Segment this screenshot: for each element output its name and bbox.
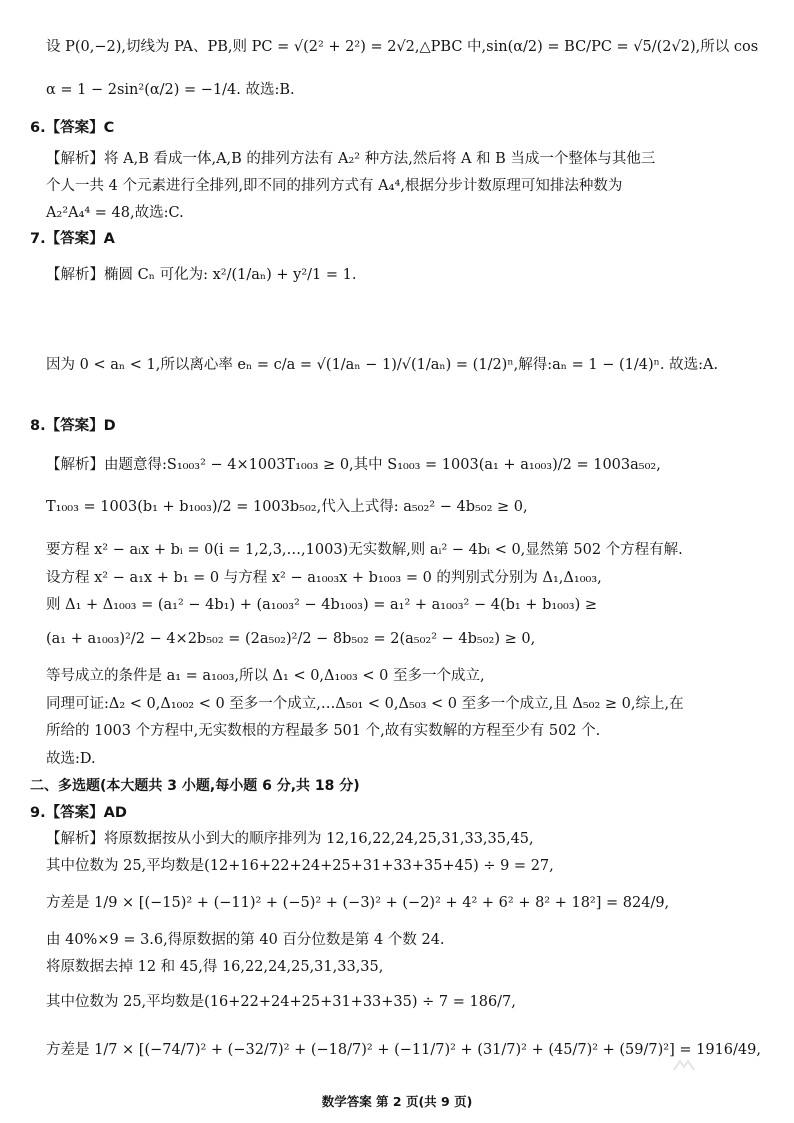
answer-heading: 6.【答案】C (30, 120, 115, 136)
text-line: 由 40%×9 = 3.6,得原数据的第 40 百分位数是第 4 个数 24. (46, 932, 445, 948)
answer-heading: 8.【答案】D (30, 418, 116, 434)
text-line: 则 Δ₁ + Δ₁₀₀₃ = (a₁² − 4b₁) + (a₁₀₀₃² − 4b₁₀₀₃) = a₁² + a₁₀₀₃² − 4(b₁ + b₁₀₀₃) ≥ (46, 597, 598, 613)
text-line: 要方程 x² − aᵢx + bᵢ = 0(i = 1,2,3,…,1003)无实数解,则 aᵢ² − 4bᵢ < 0,显然第 502 个方程有解. (46, 542, 683, 558)
text-line: 其中位数为 25,平均数是(16+22+24+25+31+33+35) ÷ 7 = 186/7, (46, 994, 516, 1010)
text-line: 【解析】将原数据按从小到大的顺序排列为 12,16,22,24,25,31,33,35,45, (46, 831, 534, 847)
text-line: 【解析】椭圆 Cₙ 可化为: x²/(1/aₙ) + y²/1 = 1. (46, 267, 357, 283)
text-line: 方差是 1/9 × [(−15)² + (−11)² + (−5)² + (−3)² + (−2)² + 4² + 6² + 8² + 18²] = 824/9, (46, 895, 670, 911)
text-line: α = 1 − 2sin²(α/2) = −1/4. 故选:B. (46, 82, 295, 98)
text-line: 等号成立的条件是 a₁ = a₁₀₀₃,所以 Δ₁ < 0,Δ₁₀₀₃ < 0 至多一个成立, (46, 668, 485, 684)
text-line: 【解析】将 A,B 看成一体,A,B 的排列方法有 A₂² 种方法,然后将 A 和 B 当成一个整体与其他三 (46, 151, 656, 167)
text-line: 所给的 1003 个方程中,无实数根的方程最多 501 个,故有实数解的方程至少有 502 个. (46, 723, 601, 739)
text-line: 设 P(0,−2),切线为 PA、PB,则 PC = √(2² + 2²) = 2√2,△PBC 中,sin(α/2) = BC/PC = √5/(2√2),所以 cos (46, 39, 759, 55)
text-line: T₁₀₀₃ = 1003(b₁ + b₁₀₀₃)/2 = 1003b₅₀₂,代入上式得: a₅₀₂² − 4b₅₀₂ ≥ 0, (46, 499, 528, 515)
text-line: A₂²A₄⁴ = 48,故选:C. (46, 205, 184, 221)
text-line: 故选:D. (46, 751, 96, 767)
text-line: 【解析】由题意得:S₁₀₀₃² − 4×1003T₁₀₀₃ ≥ 0,其中 S₁₀₀₃ = 1003(a₁ + a₁₀₀₃)/2 = 1003a₅₀₂, (46, 457, 661, 473)
watermark-icon (672, 1058, 696, 1074)
text-line: 设方程 x² − a₁x + b₁ = 0 与方程 x² − a₁₀₀₃x + b₁₀₀₃ = 0 的判别式分别为 Δ₁,Δ₁₀₀₃, (46, 570, 602, 586)
text-line: (a₁ + a₁₀₀₃)²/2 − 4×2b₅₀₂ = (2a₅₀₂)²/2 − 8b₅₀₂ = 2(a₅₀₂² − 4b₅₀₂) ≥ 0, (46, 631, 536, 647)
section-heading: 二、多选题(本大题共 3 小题,每小题 6 分,共 18 分) (30, 778, 360, 794)
text-line: 同理可证:Δ₂ < 0,Δ₁₀₀₂ < 0 至多一个成立,…Δ₅₀₁ < 0,Δ₅₀₃ < 0 至多一个成立,且 Δ₅₀₂ ≥ 0,综上,在 (46, 696, 684, 712)
answer-heading: 7.【答案】A (30, 231, 115, 247)
text-line: 方差是 1/7 × [(−74/7)² + (−32/7)² + (−18/7)² + (−11/7)² + (31/7)² + (45/7)² + (59/7)²] = 1916/49, (46, 1042, 761, 1058)
text-line: 个人一共 4 个元素进行全排列,即不同的排列方式有 A₄⁴,根据分步计数原理可知排法种数为 (46, 178, 623, 194)
answer-heading: 9.【答案】AD (30, 805, 127, 821)
text-line: 因为 0 < aₙ < 1,所以离心率 eₙ = c/a = √(1/aₙ − 1)/√(1/aₙ) = (1/2)ⁿ,解得:aₙ = 1 − (1/4)ⁿ. 故选:A. (46, 357, 719, 373)
page-footer: 数学答案 第 2 页(共 9 页) (321, 1094, 473, 1109)
text-line: 将原数据去掉 12 和 45,得 16,22,24,25,31,33,35, (46, 959, 384, 975)
text-line: 其中位数为 25,平均数是(12+16+22+24+25+31+33+35+45) ÷ 9 = 27, (46, 858, 554, 874)
